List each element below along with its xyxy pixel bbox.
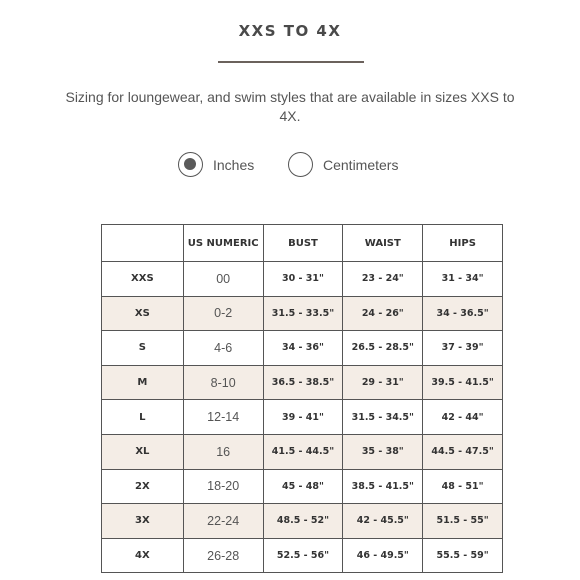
cell-waist: 35 - 38" <box>343 434 423 469</box>
cell-size: L <box>102 400 184 435</box>
cell-bust: 41.5 - 44.5" <box>263 434 343 469</box>
header-us-numeric: US NUMERIC <box>183 225 263 262</box>
header-waist: WAIST <box>343 225 423 262</box>
table-row <box>102 331 503 366</box>
table-header-row <box>102 225 503 262</box>
cell-size: XXS <box>102 262 184 297</box>
cell-hips: 31 - 34" <box>423 262 503 297</box>
table-row <box>102 469 503 504</box>
cell-hips: 34 - 36.5" <box>423 296 503 331</box>
cell-bust: 36.5 - 38.5" <box>263 365 343 400</box>
unit-option-inches[interactable] <box>178 152 254 177</box>
cell-us: 22-24 <box>183 504 263 539</box>
cell-size: S <box>102 331 184 366</box>
cell-waist: 24 - 26" <box>343 296 423 331</box>
table-row <box>102 262 503 297</box>
cell-hips: 44.5 - 47.5" <box>423 434 503 469</box>
cell-size: 3X <box>102 504 184 539</box>
table-row <box>102 365 503 400</box>
cell-us: 12-14 <box>183 400 263 435</box>
cell-us: 26-28 <box>183 538 263 573</box>
cell-us: 16 <box>183 434 263 469</box>
unit-option-centimeters[interactable] <box>288 152 398 177</box>
cell-bust: 34 - 36" <box>263 331 343 366</box>
cell-size: XL <box>102 434 184 469</box>
cell-waist: 38.5 - 41.5" <box>343 469 423 504</box>
table-row <box>102 504 503 539</box>
unit-label-inches: Inches <box>213 156 255 173</box>
cell-size: XS <box>102 296 184 331</box>
cell-hips: 51.5 - 55" <box>423 504 503 539</box>
table-row <box>102 538 503 573</box>
radio-centimeters[interactable] <box>288 152 313 177</box>
unit-toggle <box>0 152 580 178</box>
cell-waist: 23 - 24" <box>343 262 423 297</box>
cell-us: 00 <box>183 262 263 297</box>
cell-waist: 31.5 - 34.5" <box>343 400 423 435</box>
radio-inches[interactable] <box>178 152 203 177</box>
cell-size: 4X <box>102 538 184 573</box>
cell-size: M <box>102 365 184 400</box>
cell-us: 4-6 <box>183 331 263 366</box>
cell-hips: 42 - 44" <box>423 400 503 435</box>
cell-us: 0-2 <box>183 296 263 331</box>
cell-bust: 52.5 - 56" <box>263 538 343 573</box>
title-underline <box>218 61 364 63</box>
page-title: XXS TO 4X <box>238 22 342 40</box>
header-hips: HIPS <box>423 225 503 262</box>
header-size <box>102 225 184 262</box>
cell-us: 8-10 <box>183 365 263 400</box>
cell-us: 18-20 <box>183 469 263 504</box>
header-bust: BUST <box>263 225 343 262</box>
cell-bust: 31.5 - 33.5" <box>263 296 343 331</box>
cell-waist: 42 - 45.5" <box>343 504 423 539</box>
table-row <box>102 400 503 435</box>
cell-bust: 45 - 48" <box>263 469 343 504</box>
cell-hips: 39.5 - 41.5" <box>423 365 503 400</box>
table-row <box>102 434 503 469</box>
cell-bust: 48.5 - 52" <box>263 504 343 539</box>
cell-waist: 26.5 - 28.5" <box>343 331 423 366</box>
size-description: Sizing for loungewear, and swim styles that are available in sizes XXS to 4X. <box>65 89 515 124</box>
cell-bust: 30 - 31" <box>263 262 343 297</box>
cell-size: 2X <box>102 469 184 504</box>
cell-waist: 29 - 31" <box>343 365 423 400</box>
unit-label-centimeters: Centimeters <box>323 156 399 173</box>
cell-hips: 48 - 51" <box>423 469 503 504</box>
cell-bust: 39 - 41" <box>263 400 343 435</box>
table-row <box>102 296 503 331</box>
cell-hips: 55.5 - 59" <box>423 538 503 573</box>
cell-hips: 37 - 39" <box>423 331 503 366</box>
size-chart-table <box>101 224 503 573</box>
cell-waist: 46 - 49.5" <box>343 538 423 573</box>
